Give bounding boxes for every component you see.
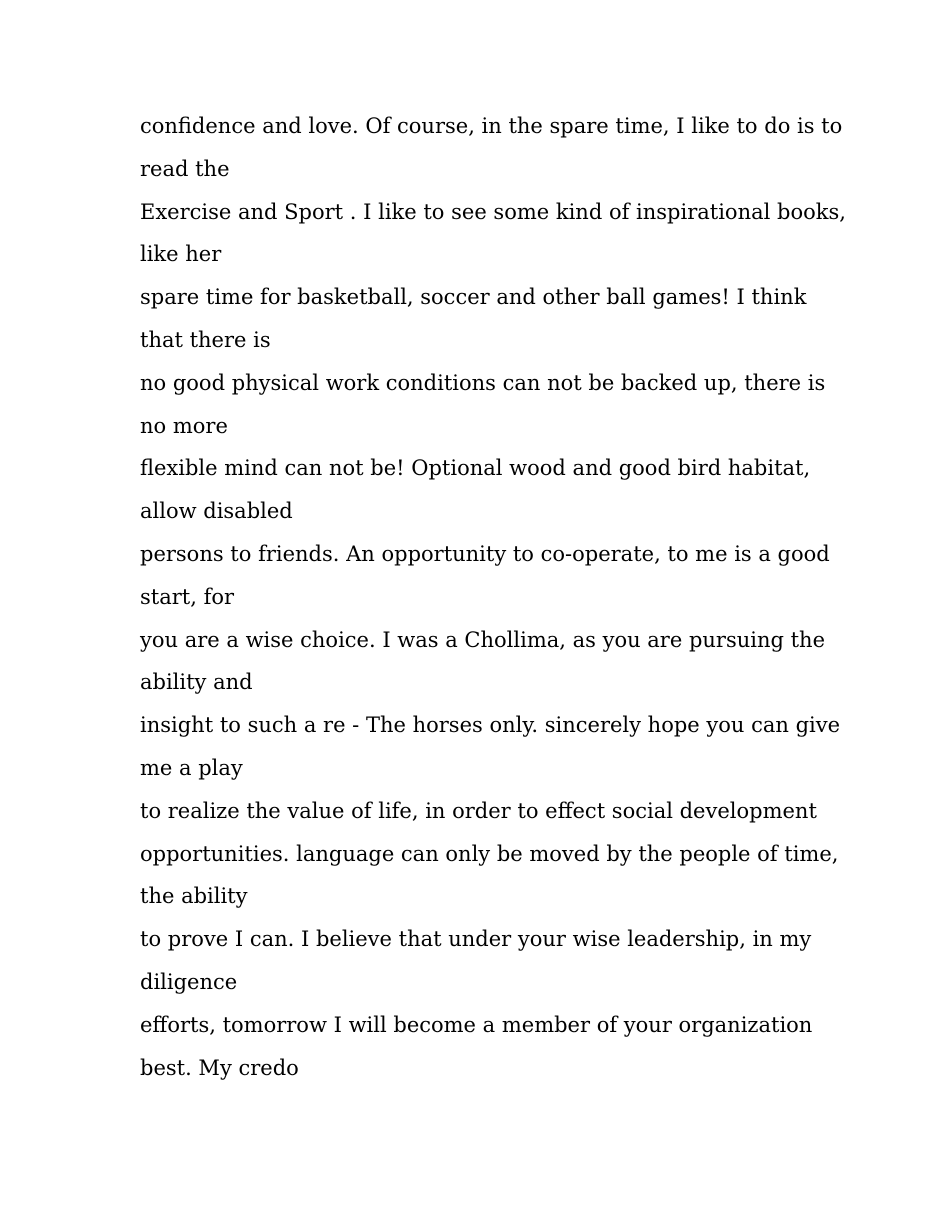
body-text: [140, 105, 846, 1089]
text-line: like her: [140, 242, 222, 267]
text-line: diligence: [140, 969, 238, 994]
text-line: Exercise and Sport . I like to see some kind of inspirational books,: [140, 199, 846, 224]
text-line: me a play: [140, 755, 243, 780]
text-line: no more: [140, 413, 228, 438]
text-line: to prove I can. I believe that under your wise leadership, in my: [140, 927, 812, 952]
text-line: best. My credo: [140, 1055, 299, 1080]
text-line: ability and: [140, 670, 253, 695]
text-line: start, for: [140, 584, 235, 609]
text-line: insight to such a re - The horses only. sincerely hope you can give: [140, 713, 841, 738]
text-line: confidence and love. Of course, in the spare time, I like to do is to: [140, 114, 843, 138]
text-line: opportunities. language can only be moved by the people of time,: [140, 841, 839, 866]
text-line: allow disabled: [140, 499, 293, 524]
text-line: the ability: [140, 884, 248, 909]
text-line: that there is: [140, 327, 271, 352]
text-line: to realize the value of life, in order to effect social development: [140, 798, 817, 823]
text-line: you are a wise choice. I was a Chollima, as you are pursuing the: [140, 627, 826, 652]
text-line: persons to friends. An opportunity to co-operate, to me is a good: [140, 541, 830, 566]
text-line: flexible mind can not be! Optional wood and good bird habitat,: [140, 456, 811, 481]
text-line: spare time for basketball, soccer and other ball games! I think: [140, 285, 807, 310]
text-line: efforts, tomorrow I will become a member of your organization: [140, 1012, 813, 1037]
text-line: read the: [140, 156, 230, 181]
text-line: no good physical work conditions can not be backed up, there is: [140, 370, 826, 395]
